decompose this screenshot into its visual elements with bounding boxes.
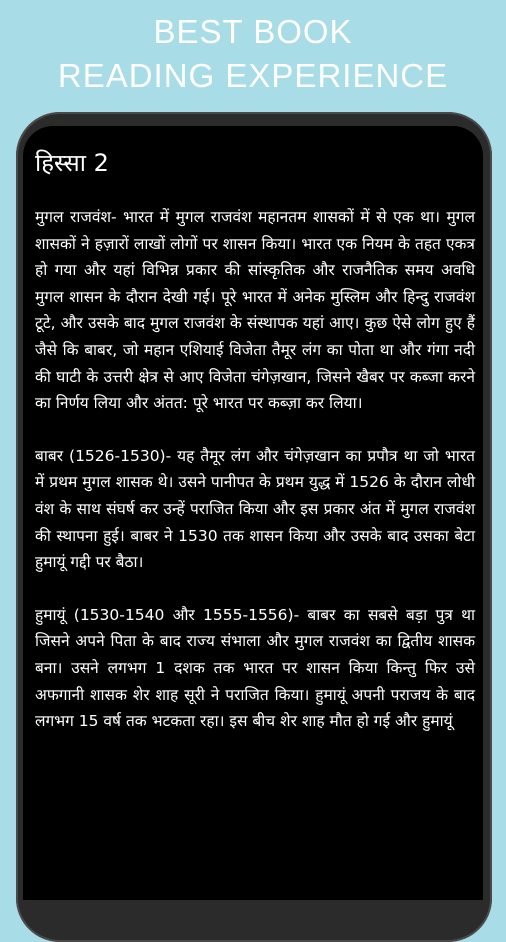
chapter-title: हिस्सा 2 <box>35 149 109 177</box>
paragraph: हुमायूं (1530-1540 और 1555-1556)- बाबर का सबसे बड़ा पुत्र था जिसने अपने पिता के बाद राज्य संभाला और मुगल राजवंश का द्वितीय शासक बना। उसने लगभग 1 दशक तक भारत पर शासन किया किन्तु फिर उसे अफगानी शासक शेर शाह सूरी ने पराजित किया। हुमायूं अपनी पराजय के बाद लगभग 15 वर्ष तक भटकता रहा। इस बीच शेर शाह मौत हो गई और हुमायूं <box>35 605 475 731</box>
reading-content[interactable] <box>35 204 475 761</box>
banner-line-2: READING EXPERIENCE <box>57 57 449 94</box>
banner-line-1: BEST BOOK <box>153 13 353 50</box>
promo-banner <box>0 10 506 98</box>
reader-screen[interactable] <box>23 126 483 900</box>
paragraph: बाबर (1526-1530)- यह तैमूर लंग और चंगेज़खान का प्रपौत्र था जो भारत में प्रथम मुगल शासक थे। उसने पानीपत के प्रथम युद्ध में 1526 के दौरान लोधी वंश के साथ संघर्ष कर उन्हें पराजित किया और इस प्रकार अंत में मुगल राजवंश की स्थापना हुई। बाबर ने 1530 तक शासन किया और उसके बाद उसका बेटा हुमायूं गद्दी पर बैठा। <box>35 446 475 572</box>
paragraph: मुगल राजवंश- भारत में मुगल राजवंश महानतम शासकों में से एक था। मुगल शासकों ने हज़ारों लाखों लोगों पर शासन किया। भारत एक नियम के तहत एकत्र हो गया और यहां विभिन्न प्रकार की सांस्कृतिक और राजनैतिक समय अवधि मुगल शासन के दौरान देखी गई। पूरे भारत में अनेक मुस्लिम और हिन्दु राजवंश टूटे, और उसके बाद मुगल राजवंश के संस्थापक यहां आए। कुछ ऐसे लोग हुए हैं जैसे कि बाबर, जो महान एशियाई विजेता तैमूर लंग का पोता था और गंगा नदी की घाटी के उत्तरी क्षेत्र से आए विजेता चंगेज़खान, जिसने खैबर पर कब्जा करने का निर्णय लिया और अंतत: पूरे भारत पर कब्ज़ा कर लिया। <box>35 208 475 413</box>
